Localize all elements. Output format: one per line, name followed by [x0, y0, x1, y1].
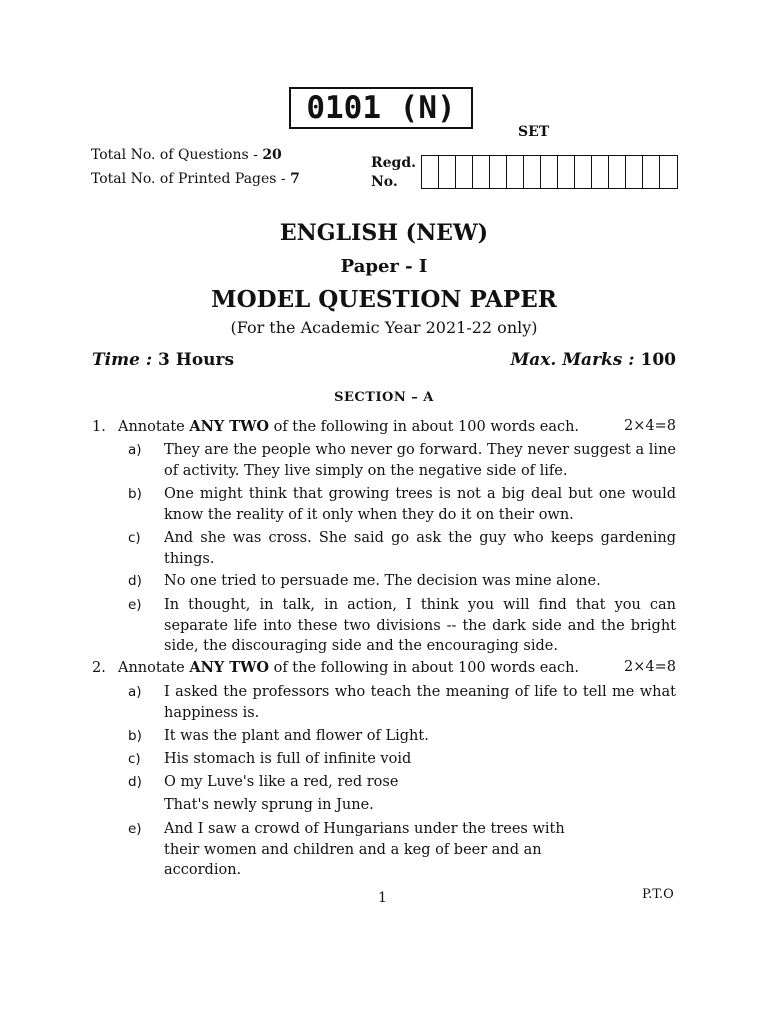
item-continuation: That's newly sprung in June.: [164, 797, 374, 813]
time-allowed: [92, 350, 234, 370]
regd-digit-box[interactable]: [456, 156, 473, 188]
regd-digit-box[interactable]: [660, 156, 677, 188]
total-questions-label: Total No. of Questions -: [91, 147, 263, 163]
question-prefix: Annotate: [118, 660, 190, 676]
item-label: b): [128, 486, 142, 502]
item-text: It was the plant and flower of Light.: [164, 728, 429, 744]
total-pages-label: Total No. of Printed Pages -: [91, 171, 291, 187]
question-number: 1.: [92, 419, 106, 435]
item-text: I asked the professors who teach the meaning of life to tell me what happiness is.: [164, 684, 676, 721]
item-text: And she was cross. She said go ask the guy who keeps gardening things.: [164, 530, 676, 567]
question-suffix: of the following in about 100 words each.: [268, 419, 580, 435]
item-label: a): [128, 442, 142, 458]
time-value: 3 Hours: [158, 350, 235, 370]
regd-digit-box[interactable]: [609, 156, 626, 188]
paper-code: 0101 (N): [289, 87, 473, 129]
item-text: O my Luve's like a red, red rose: [164, 774, 399, 790]
question-item: [128, 749, 676, 770]
page-title: MODEL QUESTION PAPER: [211, 286, 557, 313]
item-label: e): [128, 821, 142, 837]
regd-digit-box[interactable]: [422, 156, 439, 188]
pto-label: P.T.O: [642, 887, 674, 902]
item-text: No one tried to persuade me. The decision was mine alone.: [164, 573, 601, 589]
item-label: d): [128, 573, 142, 589]
item-text: They are the people who never go forward. They never suggest a line of activity. They live simply on the negative side of life.: [164, 442, 676, 479]
question-suffix: of the following in about 100 words each.: [268, 660, 580, 676]
paper-number: Paper - I: [340, 256, 428, 277]
question-item: [128, 440, 676, 481]
regd-digit-box[interactable]: [541, 156, 558, 188]
question-item: [128, 819, 568, 881]
item-text: One might think that growing trees is not a big deal but one would know the reality of it only when they do it on their own.: [164, 486, 676, 523]
question-item: [128, 726, 676, 747]
regd-line2: No.: [371, 174, 398, 190]
marks-value: 100: [640, 350, 676, 370]
question-item: [128, 772, 676, 793]
regd-digit-box[interactable]: [592, 156, 609, 188]
question-emphasis: ANY TWO: [189, 659, 269, 676]
item-label: d): [128, 774, 142, 790]
question-prefix: Annotate: [118, 419, 190, 435]
regd-digit-box[interactable]: [524, 156, 541, 188]
question-item: [128, 595, 676, 657]
total-pages-value: 7: [290, 171, 300, 187]
regd-digit-box[interactable]: [558, 156, 575, 188]
question-emphasis: ANY TWO: [189, 418, 269, 435]
regd-digit-box[interactable]: [490, 156, 507, 188]
total-questions: [91, 147, 282, 163]
regd-digit-box[interactable]: [507, 156, 524, 188]
marks-label: Max. Marks :: [510, 350, 635, 370]
item-text: His stomach is full of infinite void: [164, 751, 412, 767]
item-text: And I saw a crowd of Hungarians under the trees with their women and children and a keg of beer and an accordion.: [164, 821, 565, 878]
regd-number-boxes[interactable]: [421, 155, 678, 189]
set-label: SET: [518, 124, 550, 140]
question-1-heading: [92, 417, 676, 437]
item-text: In thought, in talk, in action, I think you will find that you can separate life into these two divisions -- the dark side and the bright side, the discouraging side and the encouraging side.: [164, 597, 676, 654]
item-label: b): [128, 728, 142, 744]
page-number: 1: [378, 890, 387, 906]
regd-label: [371, 154, 416, 192]
question-score: 2×4=8: [624, 418, 676, 434]
item-label: c): [128, 751, 141, 767]
regd-digit-box[interactable]: [575, 156, 592, 188]
regd-digit-box[interactable]: [473, 156, 490, 188]
item-label: c): [128, 530, 141, 546]
question-item: [128, 571, 676, 592]
total-pages: [91, 171, 300, 187]
question-item: [128, 682, 676, 723]
item-label: e): [128, 597, 142, 613]
item-label: a): [128, 684, 142, 700]
academic-year: (For the Academic Year 2021-22 only): [230, 318, 538, 337]
question-item: [128, 528, 676, 569]
max-marks: [510, 350, 676, 370]
question-item: [128, 484, 676, 525]
regd-digit-box[interactable]: [626, 156, 643, 188]
question-number: 2.: [92, 660, 106, 676]
question-score: 2×4=8: [624, 659, 676, 675]
subject-title: ENGLISH (NEW): [279, 220, 489, 246]
regd-line1: Regd.: [371, 155, 416, 171]
total-questions-value: 20: [262, 147, 282, 163]
question-2-heading: [92, 658, 676, 678]
time-label: Time :: [92, 350, 153, 370]
section-heading: SECTION – A: [334, 390, 434, 405]
regd-digit-box[interactable]: [439, 156, 456, 188]
regd-digit-box[interactable]: [643, 156, 660, 188]
